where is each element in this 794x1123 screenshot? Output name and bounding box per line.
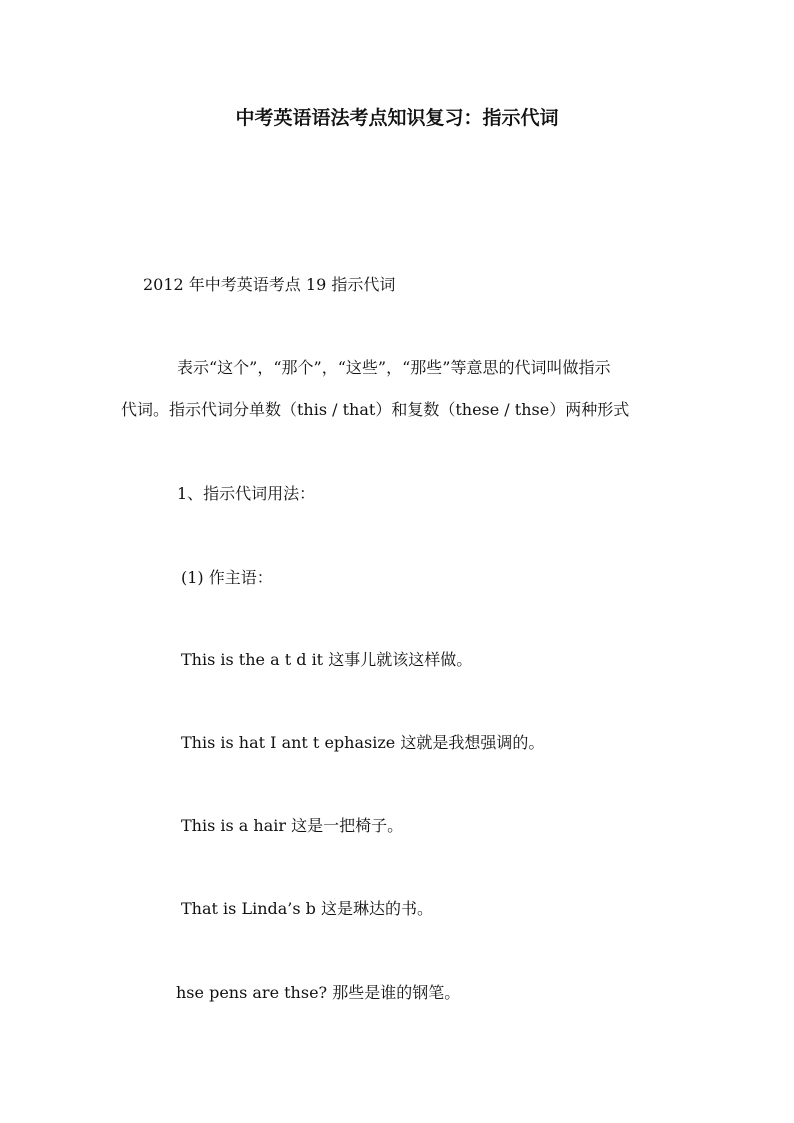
subsection-heading: (1) 作主语： <box>181 568 273 587</box>
example-sentence: hse pens are thse? 那些是谁的钢笔。 <box>176 983 461 1002</box>
example-sentence: This is a hair 这是一把椅子。 <box>181 816 404 835</box>
document-title: 中考英语语法考点知识复习：指示代词 <box>235 107 559 129</box>
example-sentence: That is Linda’s b 这是琳达的书。 <box>181 899 433 918</box>
subtitle-line: 2012 年中考英语考点 19 指示代词 <box>143 275 396 294</box>
example-sentence: This is hat I ant t ephasize 这就是我想强调的。 <box>181 733 545 752</box>
intro-line-2: 代词。指示代词分单数（this / that）和复数（these / thse）两种形式 <box>121 400 630 419</box>
intro-line-1: 表示“这个”，“那个”，“这些”，“那些”等意思的代词叫做指示 <box>177 358 611 377</box>
section-heading: 1、指示代词用法： <box>177 484 316 503</box>
example-sentence: This is the a t d it 这事儿就该这样做。 <box>181 650 473 669</box>
